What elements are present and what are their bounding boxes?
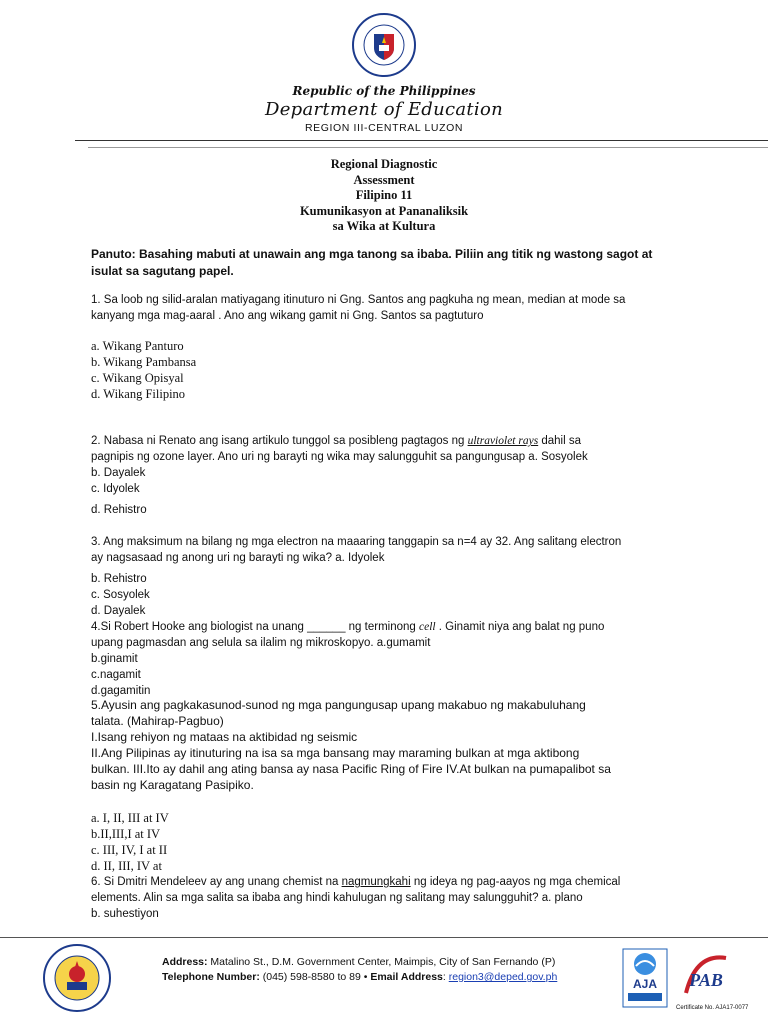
phone-value: (045) 598-8580 to 89 • xyxy=(259,971,371,983)
sentence-item: basin ng Karagatang Pasipiko. xyxy=(91,778,254,792)
question-text: . Ginamit niya ang balat ng puno xyxy=(435,621,605,633)
pab-label: PAB xyxy=(689,970,723,990)
italic-term: cell xyxy=(418,621,436,633)
choice-d: d. Rehistro xyxy=(91,504,147,516)
instructions-line: Panuto: Basahing mabuti at unawain ang mga tanong sa ibaba. Piliin ang titik ng wastong sagot at xyxy=(91,247,653,261)
certificate-number: Certificate No. AJA17-0077 xyxy=(676,1005,749,1011)
title-line: Filipino 11 xyxy=(355,188,413,202)
deped-footer-seal-logo xyxy=(42,943,112,1013)
instructions xyxy=(91,246,691,280)
email-link[interactable]: region3@deped.gov.ph xyxy=(448,971,558,983)
question-5 xyxy=(91,697,691,793)
question-text: kanyang mga mag-aaral . Ano ang wikang gamit ni Gng. Santos sa pagtuturo xyxy=(91,310,484,322)
question-text: 4.Si Robert Hooke ang biologist na unang ______ ng terminong xyxy=(91,621,419,633)
question-text: 2. Nabasa ni Renato ang isang artikulo tunggol sa posibleng pagtagos ng xyxy=(91,435,468,447)
email-label: Email Address xyxy=(370,971,443,983)
title-line: sa Wika at Kultura xyxy=(332,219,436,233)
sentence-item: II.Ang Pilipinas ay itinuturing na isa sa mga bansang may maraming bulkan at mga aktibong xyxy=(91,746,580,760)
sentence-item: bulkan. III.Ito ay dahil ang ating bansa ay nasa Pacific Ring of Fire IV.At bulkan na pumapalibot sa xyxy=(91,762,611,776)
header-divider-secondary xyxy=(88,147,768,148)
question-text: dahil sa xyxy=(538,435,582,447)
question-3 xyxy=(91,534,691,566)
choice-c: c. Wikang Opisyal xyxy=(91,371,184,385)
question-4 xyxy=(91,619,691,699)
title-line: Assessment xyxy=(353,172,415,187)
document-title xyxy=(0,157,768,235)
question-text: 1. Sa loob ng silid-aralan matiyagang itinuturo ni Gng. Santos ang pagkuha ng mean, median at mode sa xyxy=(91,294,626,306)
department-heading: Department of Education xyxy=(264,99,504,120)
footer-divider xyxy=(0,937,768,938)
choice-c: c. III, IV, I at II xyxy=(91,843,168,857)
republic-heading: Republic of the Philippines xyxy=(292,84,476,98)
choice-b: b. Rehistro xyxy=(91,573,147,585)
region-heading: REGION III-CENTRAL LUZON xyxy=(304,122,464,134)
question-text: 5.Ayusin ang pagkakasunod-sunod ng mga pangungusap upang makabuo ng makabuluhang xyxy=(91,698,586,712)
phone-label: Telephone Number: xyxy=(162,971,260,983)
deped-seal-logo xyxy=(341,12,427,78)
instructions-line: isulat sa sagutang papel. xyxy=(91,264,234,278)
choice-d: d. Dayalek xyxy=(91,605,146,617)
question-6 xyxy=(91,874,691,922)
aja-certification-logo xyxy=(622,948,668,1008)
title-line: Regional Diagnostic xyxy=(330,157,438,171)
choice-b: b. Dayalek xyxy=(91,467,146,479)
question-text: ng ideya ng pag-aayos ng mga chemical xyxy=(410,876,621,888)
email-colon: : xyxy=(442,971,449,983)
address-label: Address: xyxy=(162,956,208,968)
choice-d: d.gagamitin xyxy=(91,685,151,697)
sentence-item: I.Isang rehiyon ng mataas na aktibidad ng seismic xyxy=(91,730,358,744)
underlined-term: ultraviolet rays xyxy=(467,435,539,447)
choice-a: a. I, II, III at IV xyxy=(91,811,169,825)
pab-accreditation-logo xyxy=(676,948,736,1008)
aja-label: AJA xyxy=(632,977,658,991)
choice-b: b.ginamit xyxy=(91,653,138,665)
question-text: 6. Si Dmitri Mendeleev ay ang unang chemist na xyxy=(91,876,342,888)
choice-b: b. suhestiyon xyxy=(91,908,159,920)
question-text: 3. Ang maksimum na bilang ng mga electron na maaaring tanggapin sa n=4 ay 32. Ang salitang electron xyxy=(91,536,622,548)
question-text: talata. (Mahirap-Pagbuo) xyxy=(91,714,224,728)
footer-contact xyxy=(162,955,642,985)
question-text: ay nagsasaad ng anong uri ng barayti ng wika? a. Idyolek xyxy=(91,552,385,564)
header-divider xyxy=(75,140,768,141)
question-text: elements. Alin sa mga salita sa ibaba ang hindi kahulugan ng salitang may salungguhit? a. plano xyxy=(91,892,583,904)
choice-c: c. Idyolek xyxy=(91,483,140,495)
question-5-choices xyxy=(91,810,691,874)
question-3-choices xyxy=(91,571,691,619)
question-1-choices xyxy=(91,338,691,402)
address-value: Matalino St., D.M. Government Center, Maimpis, City of San Fernando (P) xyxy=(207,956,556,968)
question-text: upang pagmasdan ang selula sa ilalim ng mikroskopyo. a.gumamit xyxy=(91,637,431,649)
question-2-choice-d xyxy=(91,502,691,518)
choice-b: b. Wikang Pambansa xyxy=(91,355,197,369)
choice-c: c. Sosyolek xyxy=(91,589,150,601)
choice-d: d. II, III, IV at xyxy=(91,859,162,873)
question-2 xyxy=(91,433,691,497)
choice-d: d. Wikang Filipino xyxy=(91,387,186,401)
question-text: pagnipis ng ozone layer. Ano uri ng barayti ng wika may salungguhit sa pangungusap a. Sosyolek xyxy=(91,451,588,463)
choice-b: b.II,III,I at IV xyxy=(91,827,161,841)
question-1 xyxy=(91,292,691,324)
underlined-term: nagmungkahi xyxy=(341,876,411,888)
choice-c: c.nagamit xyxy=(91,669,141,681)
title-line: Kumunikasyon at Pananaliksik xyxy=(299,203,469,218)
choice-a: a. Wikang Panturo xyxy=(91,339,184,353)
